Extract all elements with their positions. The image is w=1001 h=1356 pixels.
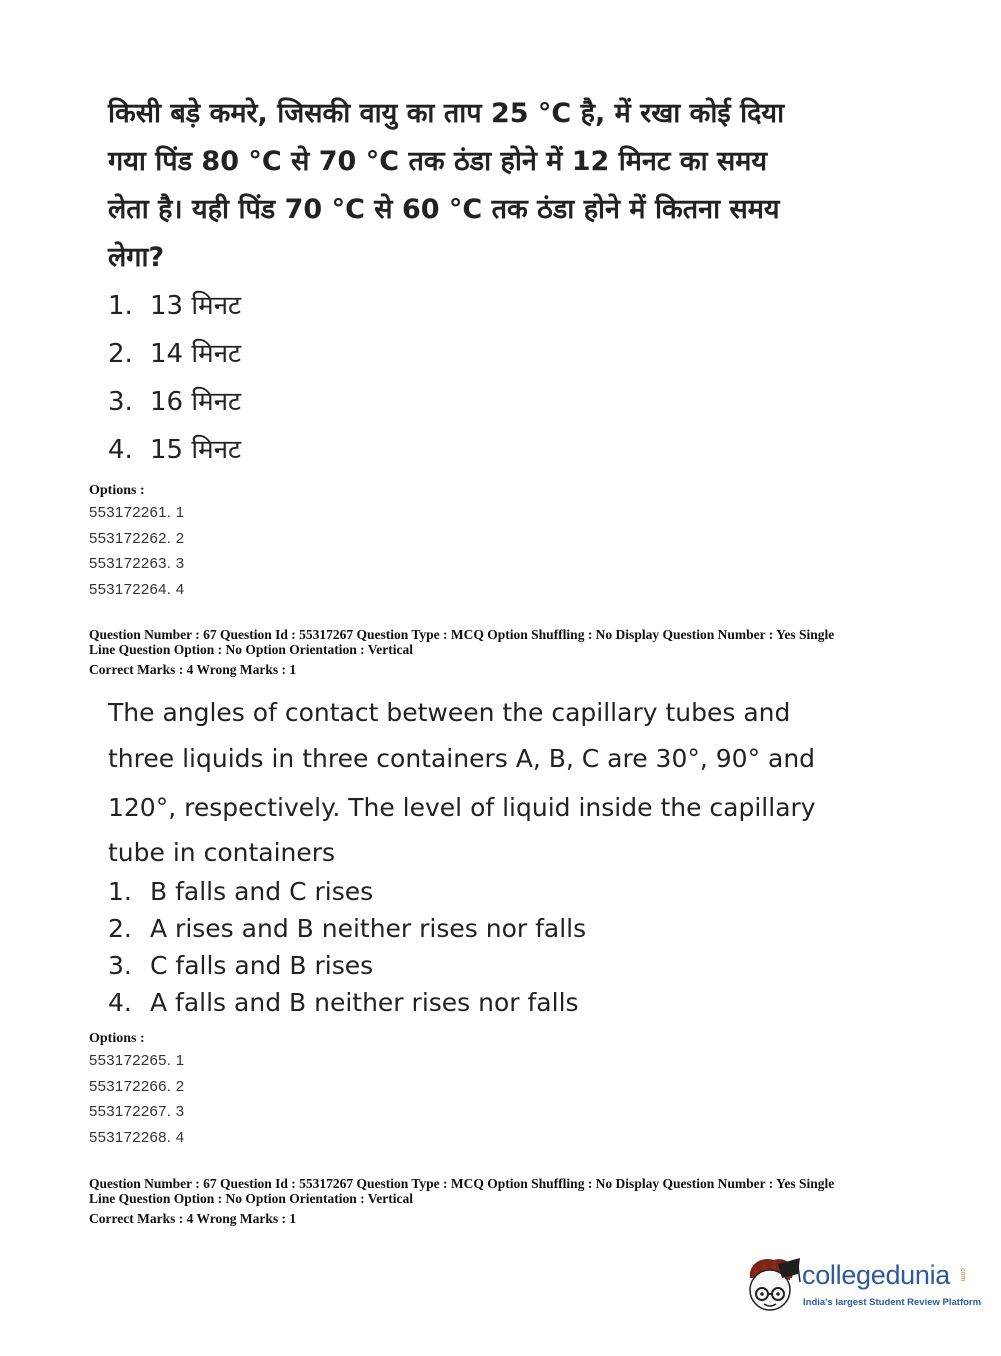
option-number: 2. (108, 914, 132, 943)
option-id: 553172263. 3 (89, 555, 185, 572)
question-2 (108, 690, 816, 1021)
option-text: C falls and B rises (150, 951, 374, 980)
meta-line: Line Question Option : No Option Orientation : Vertical (89, 1191, 414, 1206)
question-1-line: लेता है। यही पिंड 70 °C से 60 °C तक ठंडा होने में कितना समय (108, 194, 780, 225)
option-number: 1. (108, 877, 132, 906)
question-meta-2 (89, 1176, 919, 1226)
logo-tagline: India's largest Student Review Platform (803, 1297, 982, 1308)
question-1-option (108, 330, 784, 378)
question-2-option (108, 910, 816, 947)
question-2-line: three liquids in three containers A, B, C are 30°, 90° and (108, 744, 816, 773)
option-id: 553172262. 2 (89, 529, 185, 547)
option-number: 4. (108, 988, 132, 1017)
option-text: A falls and B neither rises nor falls (150, 988, 579, 1017)
options-list-2 (89, 1030, 184, 1150)
option-text: 14 मिनट (150, 339, 242, 369)
meta-line: Question Number : 67 Question Id : 55317267 Question Type : MCQ Option Shuffling : No Display Question Number : Yes Single (89, 627, 835, 642)
question-1-line: लेगा? (108, 242, 165, 273)
option-id: 553172264. 4 (89, 580, 185, 598)
option-number: 3. (108, 951, 132, 980)
marks-line: Correct Marks : 4 Wrong Marks : 1 (89, 662, 297, 677)
options-label: Options : (89, 1031, 145, 1046)
question-2-line: The angles of contact between the capillary tubes and (108, 698, 791, 727)
option-id: 553172268. 4 (89, 1128, 185, 1146)
question-2-option (108, 984, 816, 1021)
option-id: 553172265. 1 (89, 1052, 185, 1069)
question-1-option (108, 282, 784, 330)
option-id: 553172267. 3 (89, 1103, 185, 1120)
question-1 (108, 90, 784, 474)
option-text: A rises and B neither rises nor falls (150, 914, 587, 943)
option-text: 13 मिनट (150, 291, 242, 321)
option-number: 1. (108, 291, 133, 321)
option-number: 3. (108, 387, 133, 417)
meta-line: Question Number : 67 Question Id : 55317267 Question Type : MCQ Option Shuffling : No Display Question Number : Yes Single (89, 1176, 835, 1191)
option-number: 4. (108, 435, 133, 465)
question-2-option (108, 873, 816, 910)
option-number: 2. (108, 339, 133, 369)
collegedunia-logo (742, 1252, 982, 1318)
logo-dotcom: .com (959, 1266, 966, 1282)
question-1-option (108, 426, 784, 474)
option-text: B falls and C rises (150, 877, 374, 906)
question-1-line: गया पिंड 80 °C से 70 °C तक ठंडा होने में 12 मिनट का समय (108, 146, 768, 177)
options-label: Options : (89, 483, 145, 498)
marks-line: Correct Marks : 4 Wrong Marks : 1 (89, 1211, 297, 1226)
options-list-1 (89, 482, 184, 602)
question-1-option (108, 378, 784, 426)
option-text: 15 मिनट (150, 435, 242, 465)
meta-line: Line Question Option : No Option Orientation : Vertical (89, 642, 414, 657)
option-id: 553172266. 2 (89, 1077, 185, 1095)
question-2-option (108, 947, 816, 984)
question-meta-1 (89, 627, 919, 677)
question-2-line: tube in containers (108, 838, 336, 867)
option-text: 16 मिनट (150, 387, 242, 417)
question-1-line: किसी बड़े कमरे, जिसकी वायु का ताप 25 °C है, में रखा कोई दिया (108, 98, 785, 129)
option-id: 553172261. 1 (89, 504, 185, 521)
mascot-icon (742, 1252, 802, 1318)
logo-name: collegedunia (802, 1260, 951, 1290)
question-2-line: 120°, respectively. The level of liquid inside the capillary (108, 793, 816, 822)
